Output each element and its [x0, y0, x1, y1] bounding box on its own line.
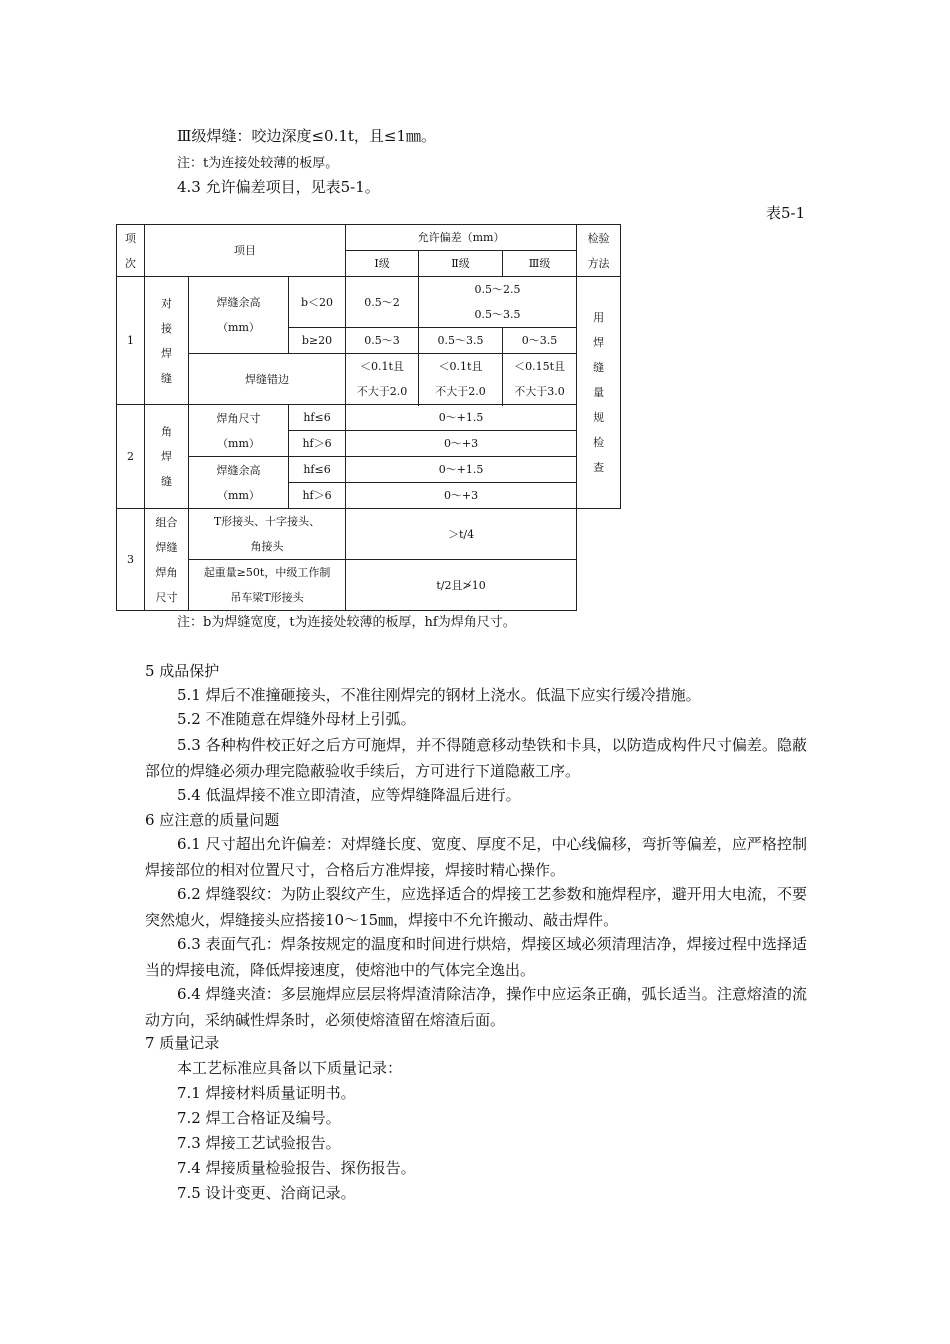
item-4-3: 4.3 允许偏差项目，见表5-1。 — [177, 178, 380, 196]
row2-hf-gt6-a: hf＞6 — [289, 431, 346, 457]
s6-p4: 6.4 焊缝夹渣：多层施焊应层层将焊渣清除洁净，操作中应运条正确，弧长适当。注意熔渣的流动方向，采纳碱性焊条时，必须使熔渣留在熔渣后面。 — [145, 985, 807, 1029]
row2-hf-gt6-b: hf＞6 — [289, 483, 346, 509]
row2-v3: 0～+1.5 — [346, 457, 577, 483]
row3-joint-b: 起重量≥50t，中级工作制 吊车梁T形接头 — [189, 560, 346, 611]
s7-intro: 本工艺标准应具备以下质量记录： — [177, 1059, 403, 1077]
tolerance-table — [116, 224, 621, 611]
row2-category: 角 焊 缝 — [145, 405, 189, 509]
s5-p1: 5.1 焊后不准撞砸接头，不准往刚焊完的钢材上浇水。低温下应实行缓冷措施。 — [177, 686, 701, 704]
row1-mis-g1: ＜0.1t且 不大于2.0 — [346, 354, 419, 405]
s5-heading: 5 成品保护 — [145, 662, 220, 680]
header-deviation: 允许偏差（mm） — [346, 225, 577, 251]
header-no: 项 次 — [117, 225, 145, 277]
row1-b-lt20-g23: 0.5～2.5 0.5～3.5 — [419, 277, 577, 328]
row3-a-value: ＞t/4 — [346, 509, 577, 560]
row2-leg-size: 焊角尺寸 （mm） — [189, 405, 289, 457]
row1-mis-g3: ＜0.15t且 不大于3.0 — [503, 354, 577, 405]
row2-hf-le6-a: hf≤6 — [289, 405, 346, 431]
s6-heading: 6 应注意的质量问题 — [145, 811, 280, 829]
s7-item-4: 7.4 焊接质量检验报告、探伤报告。 — [177, 1159, 416, 1177]
header-grade3: Ⅲ级 — [503, 251, 577, 277]
row1-b-lt20: b＜20 — [289, 277, 346, 328]
header-grade2: Ⅱ级 — [419, 251, 503, 277]
row2-reinforcement: 焊缝余高 （mm） — [189, 457, 289, 509]
s7-item-2: 7.2 焊工合格证及编号。 — [177, 1109, 341, 1127]
s5-p2: 5.2 不准随意在焊缝外母材上引弧。 — [177, 710, 416, 728]
header-item: 项目 — [145, 225, 346, 277]
row1-reinforcement: 焊缝余高 （mm） — [189, 277, 289, 354]
row2-v1: 0～+1.5 — [346, 405, 577, 431]
row3-b-value: t/2且≯10 — [346, 560, 577, 611]
row2-no: 2 — [117, 405, 145, 509]
s5-p3: 5.3 各种构件校正好之后方可施焊，并不得随意移动垫铁和卡具，以防造成构件尺寸偏差。隐蔽部位的焊缝必须办理完隐蔽验收手续后，方可进行下道隐蔽工序。 — [145, 736, 807, 780]
s7-item-1: 7.1 焊接材料质量证明书。 — [177, 1084, 356, 1102]
row1-no: 1 — [117, 277, 145, 405]
grade3-line: Ⅲ级焊缝：咬边深度≤0.1t，且≤1㎜。 — [177, 127, 437, 145]
row2-hf-le6-b: hf≤6 — [289, 457, 346, 483]
row1-b-lt20-g1: 0.5～2 — [346, 277, 419, 328]
row2-v2: 0～+3 — [346, 431, 577, 457]
row1-b-ge20: b≥20 — [289, 328, 346, 354]
method-cell: 用 焊 缝 量 规 检 查 — [577, 277, 621, 509]
s6-p1: 6.1 尺寸超出允许偏差：对焊缝长度、宽度、厚度不足，中心线偏移，弯折等偏差，应严格控制焊接部位的相对位置尺寸，合格后方准焊接，焊接时精心操作。 — [145, 835, 807, 879]
s6-p3: 6.3 表面气孔：焊条按规定的温度和时间进行烘焙，焊接区域必须清理洁净，焊接过程中选择适当的焊接电流，降低焊接速度，使熔池中的气体完全逸出。 — [145, 935, 807, 979]
row3-category: 组合 焊缝 焊角 尺寸 — [145, 509, 189, 611]
table-label: 表5-1 — [766, 204, 806, 222]
table-note: 注：b为焊缝宽度，t为连接处较薄的板厚，hf为焊角尺寸。 — [177, 615, 516, 630]
s7-item-3: 7.3 焊接工艺试验报告。 — [177, 1134, 341, 1152]
header-grade1: Ⅰ级 — [346, 251, 419, 277]
row1-category: 对 接 焊 缝 — [145, 277, 189, 405]
row2-v4: 0～+3 — [346, 483, 577, 509]
note-t: 注：t为连接处较薄的板厚。 — [177, 156, 339, 171]
row3-joint-a: T形接头、十字接头、 角接头 — [189, 509, 346, 560]
row1-mis-g2: ＜0.1t且 不大于2.0 — [419, 354, 503, 405]
s7-heading: 7 质量记录 — [145, 1034, 220, 1052]
s7-item-5: 7.5 设计变更、洽商记录。 — [177, 1184, 356, 1202]
header-method: 检验 方法 — [577, 225, 621, 277]
row1-b-ge20-g2: 0.5～3.5 — [419, 328, 503, 354]
row3-no: 3 — [117, 509, 145, 611]
row1-b-ge20-g3: 0～3.5 — [503, 328, 577, 354]
s5-p4: 5.4 低温焊接不准立即清渣，应等焊缝降温后进行。 — [177, 786, 521, 804]
s6-p2: 6.2 焊缝裂纹：为防止裂纹产生，应选择适合的焊接工艺参数和施焊程序，避开用大电流，不要突然熄火，焊缝接头应搭接10～15㎜，焊接中不允许搬动、敲击焊件。 — [145, 885, 807, 929]
row1-b-ge20-g1: 0.5～3 — [346, 328, 419, 354]
row1-misalignment: 焊缝错边 — [189, 354, 346, 405]
